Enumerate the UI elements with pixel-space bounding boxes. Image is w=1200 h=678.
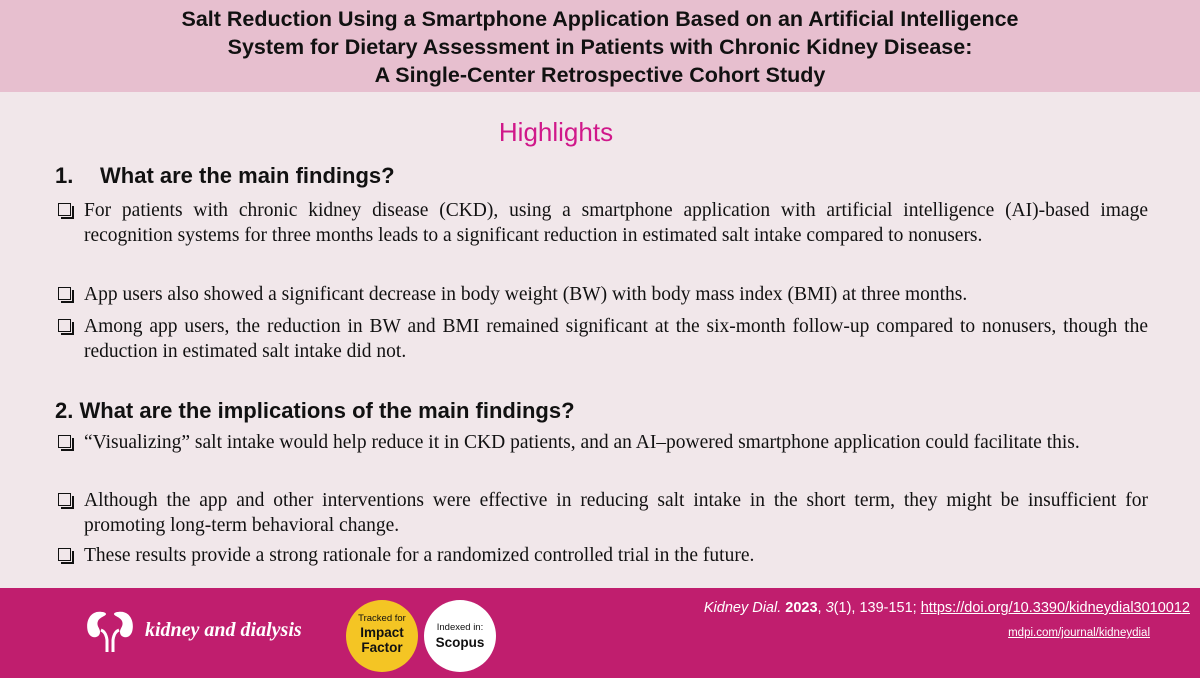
title-banner: [0, 0, 1200, 92]
citation: Kidney Dial. 2023, 3(1), 139-151; https://doi.org/10.3390/kidneydial3010012: [703, 600, 1190, 616]
scopus-badge-small: Indexed in:: [436, 622, 484, 633]
checkbox-bullet-icon: [58, 435, 71, 448]
checkbox-bullet-icon: [58, 548, 71, 561]
section-1-number: 1.: [55, 163, 74, 188]
citation-year: 2023: [785, 600, 818, 616]
implication-bullet-1: [56, 430, 1148, 455]
bullet-text: Among app users, the reduction in BW and BMI remained significant at the six-month follow-up compared to nonusers, though the reduction in estimated salt intake did not.: [84, 316, 1148, 362]
bullet-text: For patients with chronic kidney disease (CKD), using a smartphone application with artificial intelligence (AI)-based image recognition systems for three months leads to a significant reduction in estimated salt intake compared to nonusers.: [84, 200, 1148, 246]
finding-bullet-1: [56, 198, 1148, 248]
finding-bullet-3: [56, 314, 1148, 364]
citation-issue: (1): [833, 600, 852, 616]
bullet-text: App users also showed a significant decrease in body weight (BW) with body mass index (BMI) at three months.: [84, 284, 968, 305]
doi-link[interactable]: https://doi.org/10.3390/kidneydial3010012: [920, 600, 1190, 616]
highlights-heading: Highlights: [498, 117, 614, 147]
section-2-number: 2.: [55, 398, 74, 423]
checkbox-bullet-icon: [58, 493, 71, 506]
title-line-3: A Single-Center Retrospective Cohort Study: [374, 63, 826, 87]
section-2-heading: [55, 398, 575, 424]
checkbox-bullet-icon: [58, 203, 71, 216]
bullet-text: Although the app and other interventions were effective in reducing salt intake in the short term, they might be insufficient for promoting long-term behavioral change.: [84, 490, 1148, 536]
section-1-title: What are the main findings?: [100, 163, 395, 188]
journal-abbrev: Kidney Dial.: [703, 600, 782, 616]
bullet-text: These results provide a strong rationale for a randomized controlled trial in the future.: [84, 545, 755, 566]
title-line-1: Salt Reduction Using a Smartphone Application Based on an Artificial Intelligence: [181, 7, 1019, 31]
kidney-icon: [84, 608, 136, 656]
section-1-heading: [55, 163, 395, 189]
journal-site-link[interactable]: mdpi.com/journal/kidneydial: [1008, 627, 1150, 639]
checkbox-bullet-icon: [58, 287, 71, 300]
scopus-badge[interactable]: [424, 600, 496, 672]
impact-badge-line1: Impact: [360, 625, 404, 640]
checkbox-bullet-icon: [58, 319, 71, 332]
finding-bullet-2: [56, 282, 1148, 307]
journal-name: kidney and dialysis: [145, 619, 302, 641]
citation-pages: , 139-151;: [851, 600, 921, 616]
title-line-2: System for Dietary Assessment in Patients with Chronic Kidney Disease:: [227, 35, 973, 59]
impact-factor-badge[interactable]: [346, 600, 418, 672]
citation-volume: 3: [825, 600, 834, 616]
implication-bullet-2: [56, 488, 1148, 538]
scopus-badge-big: Scopus: [435, 635, 485, 650]
impact-badge-line2: Factor: [361, 640, 403, 655]
bullet-text: “Visualizing” salt intake would help reduce it in CKD patients, and an AI–powered smartphone application could facilitate this.: [84, 432, 1080, 453]
impact-badge-small: Tracked for: [358, 613, 406, 624]
implication-bullet-3: [56, 543, 1148, 568]
section-2-title: What are the implications of the main findings?: [79, 398, 575, 423]
footer-bar: [0, 588, 1200, 678]
